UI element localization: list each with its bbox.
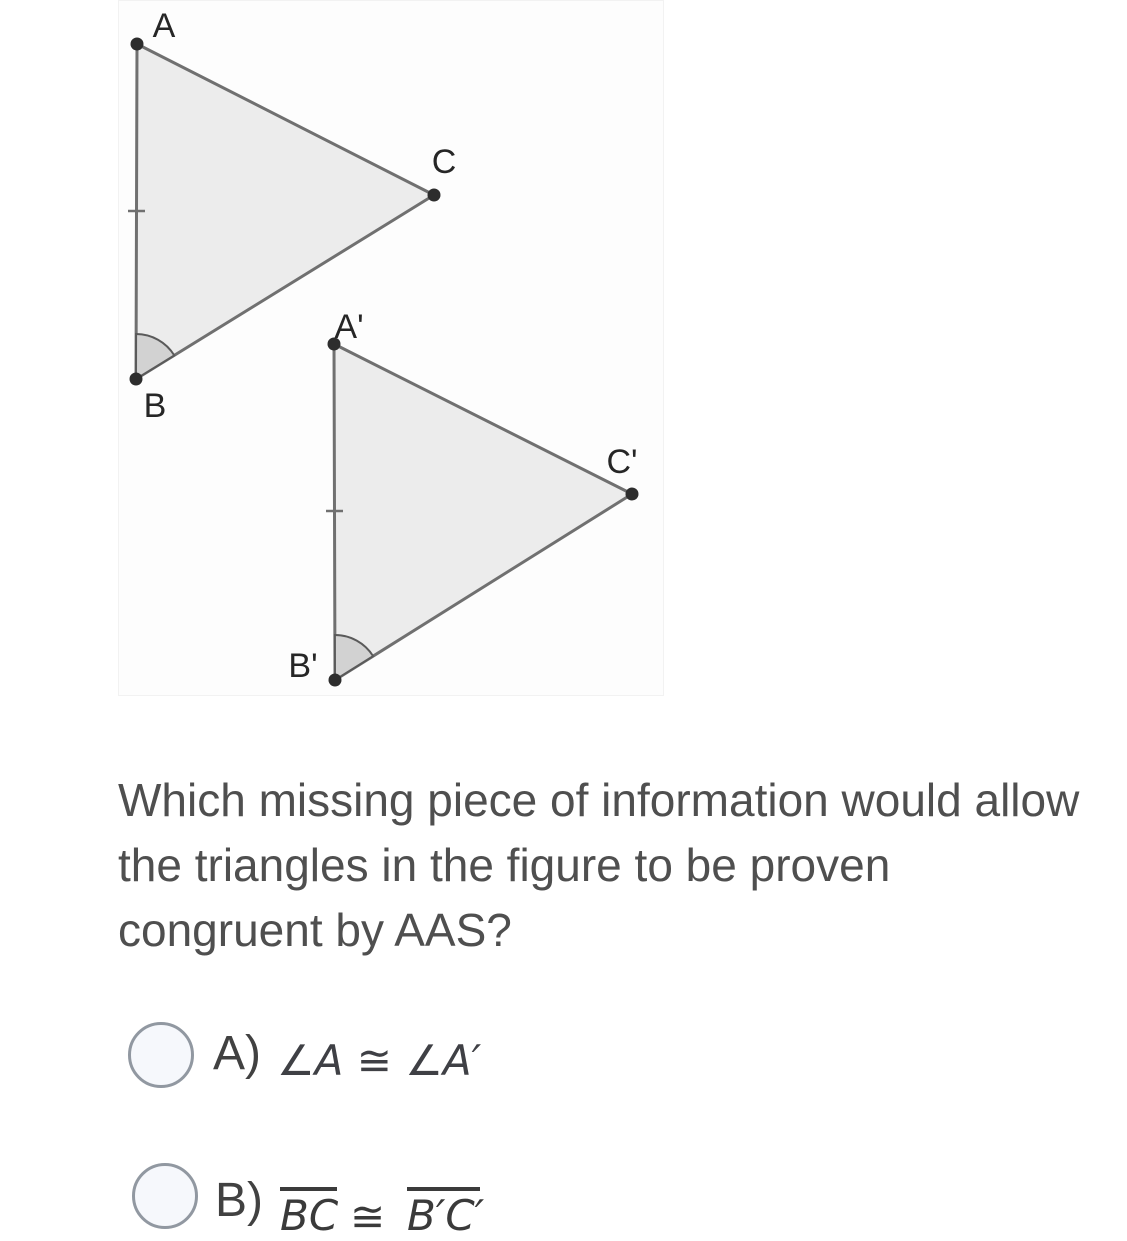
vertex-label-a-prime: A' (334, 308, 364, 346)
vertex-dot-a (131, 38, 144, 51)
triangles-svg (119, 1, 665, 697)
vertex-label-b-prime: B' (288, 647, 318, 685)
option-a-label: A) (213, 1027, 261, 1080)
option-a-math: ∠A ≅ ∠A′ (277, 1036, 482, 1085)
vertex-label-b: B (143, 387, 167, 425)
vertex-dot-c-prime (626, 488, 639, 501)
vertex-dot-c (428, 189, 441, 202)
triangle-a1b1c1 (334, 344, 632, 680)
vertex-label-a: A (152, 7, 176, 45)
vertex-label-c: C (431, 143, 457, 181)
question-text: Which missing piece of information would allow the triangles in the figure to be proven congruent by AAS? (118, 774, 1080, 956)
option-a-radio[interactable] (128, 1022, 194, 1088)
triangle-abc (136, 44, 434, 379)
option-b-congruent-symbol: ≅ (350, 1192, 386, 1241)
option-b-label: B) (215, 1174, 263, 1227)
option-b-radio[interactable] (132, 1163, 198, 1229)
vertex-label-c-prime: C' (606, 443, 638, 481)
triangles-figure (118, 0, 664, 696)
vertex-dot-b (130, 373, 143, 386)
option-b-segment-bc: BC (280, 1187, 337, 1237)
option-b-segment-b1c1: B′C′ (407, 1187, 480, 1237)
vertex-dot-b-prime (329, 674, 342, 687)
